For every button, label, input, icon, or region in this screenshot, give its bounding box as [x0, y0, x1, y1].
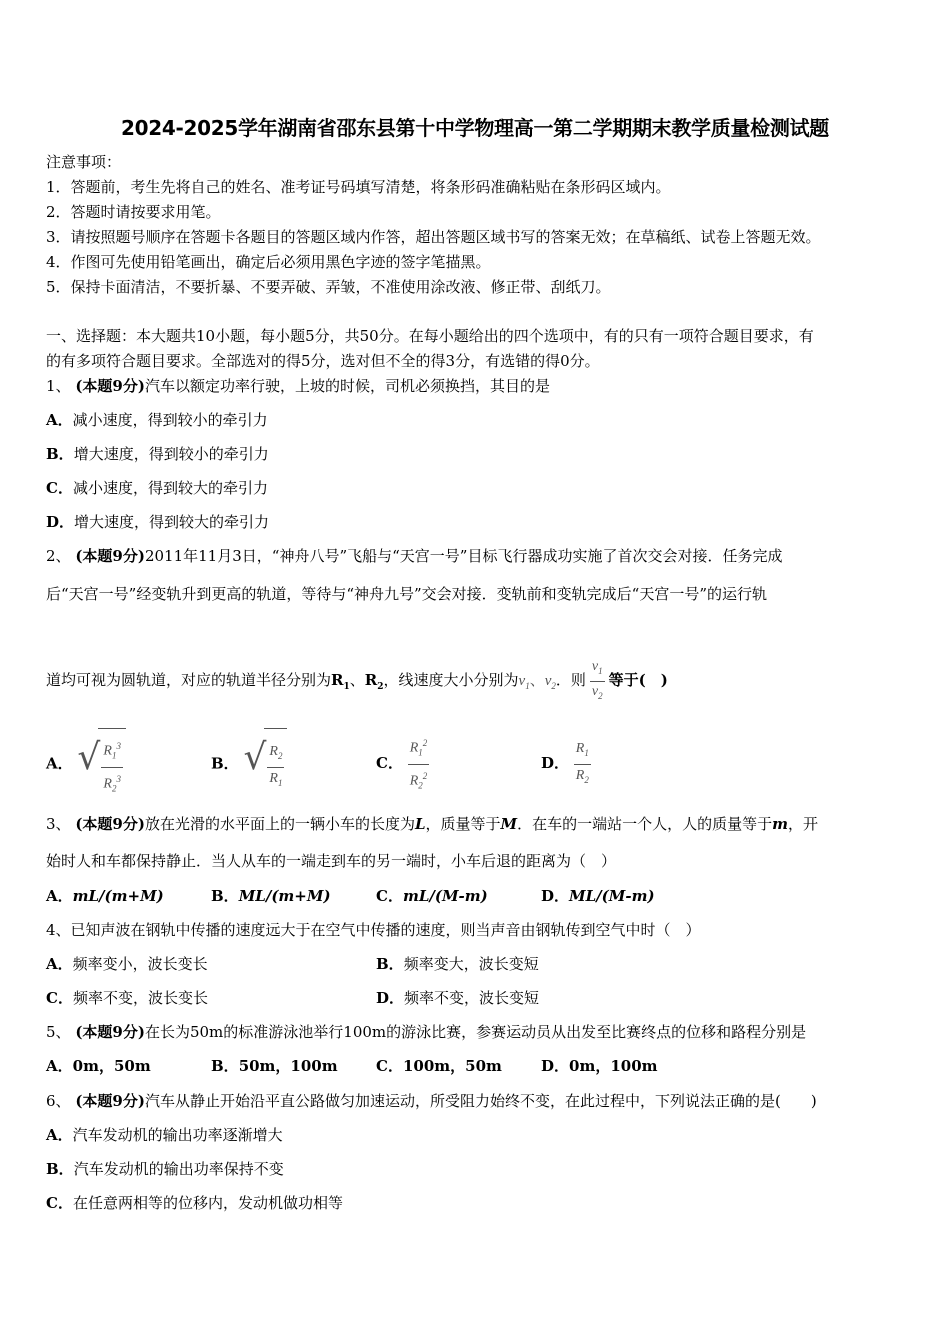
section-intro: 的有多项符合题目要求。全部选对的得5分，选对但不全的得3分，有选错的得0分。 [46, 352, 600, 370]
question-6-option-a[interactable]: A．汽车发动机的输出功率逐渐增大 [46, 1126, 283, 1144]
question-3-option-b[interactable]: B．ML/(m+M) [211, 887, 331, 905]
question-score: (本题9分) [75, 377, 145, 395]
question-6-stem: 6、 (本题9分)汽车从静止开始沿平直公路做匀加速运动，所受阻力始终不变，在此过程中，下列说法正确的是( ) [46, 1092, 817, 1110]
section-intro: 一、选择题：本大题共10小题，每小题5分，共50分。在每小题给出的四个选项中，有的只有一项符合题目要求，有 [46, 327, 814, 345]
question-4-stem: 4、已知声波在钢轨中传播的速度远大于在空气中传播的速度，则当声音由钢轨传到空气中时（ ） [46, 921, 701, 939]
question-2-stem-line: 道均可视为圆轨道，对应的轨道半径分别为$R_1$、$R_2$，线速度大小分别为$v_1$、$v_2$．则 $\frac{v_1}{v_2}$ 等于( ) [46, 648, 668, 712]
question-3-option-c[interactable]: C．mL/(M-m) [376, 887, 488, 905]
question-1-stem [46, 376, 550, 396]
question-5-stem: 5、 (本题9分)在长为50m的标准游泳池举行100m的游泳比赛，参赛运动员从出发至比赛终点的位移和路程分别是 [46, 1023, 807, 1041]
question-2-option-a[interactable]: A． √ $\frac{R_1^3}{R_2^3}$ [46, 728, 126, 801]
question-2-option-b[interactable]: B． √ $\frac{R_2}{R_1}$ [211, 728, 287, 801]
notice-item: 5．保持卡面清洁，不要折暴、不要弄破、弄皱，不准使用涂改液、修正带、刮纸刀。 [46, 278, 611, 296]
question-number: 5、 [46, 1023, 71, 1041]
notice-item: 4．作图可先使用铅笔画出，确定后必须用黑色字迹的签字笔描黑。 [46, 253, 491, 271]
question-3-option-d[interactable]: D．ML/(M-m) [541, 887, 655, 905]
question-6-option-c[interactable]: C．在任意两相等的位移内，发动机做功相等 [46, 1194, 343, 1212]
question-score: (本题9分) [75, 1023, 145, 1041]
question-3-option-a[interactable]: A．mL/(m+M) [46, 887, 164, 905]
question-5-option-a[interactable]: A．0m，50m [46, 1057, 151, 1075]
notice-heading: 注意事项： [46, 153, 122, 171]
question-text: 汽车以额定功率行驶，上坡的时候，司机必须换挡，其目的是 [144, 377, 550, 395]
question-3-stem: 3、 (本题9分)放在光滑的水平面上的一辆小车的长度为L，质量等于M．在车的一端站一个人，人的质量等于m，开 [46, 815, 819, 833]
question-1-option-d[interactable]: D．增大速度，得到较大的牵引力 [46, 513, 270, 531]
question-score: (本题9分) [75, 1092, 145, 1110]
question-4-option-c[interactable]: C．频率不变，波长变长 [46, 989, 208, 1007]
question-4-option-b[interactable]: B．频率变大，波长变短 [376, 955, 539, 973]
notice-item: 1．答题前，考生先将自己的姓名、准考证号码填写清楚，将条形码准确粘贴在条形码区域内。 [46, 178, 671, 196]
notice-item: 2．答题时请按要求用笔。 [46, 203, 221, 221]
question-5-option-d[interactable]: D．0m，100m [541, 1057, 658, 1075]
question-2-option-d[interactable]: D． $\frac{R_1}{R_2}$ [541, 728, 591, 798]
question-3-stem-line: 始时人和车都保持静止．当人从车的一端走到车的另一端时，小车后退的距离为（ ） [46, 852, 617, 870]
question-score: (本题9分) [75, 815, 145, 833]
question-4-option-d[interactable]: D．频率不变，波长变短 [376, 989, 540, 1007]
question-5-option-c[interactable]: C．100m，50m [376, 1057, 502, 1075]
question-number: 1、 [46, 377, 71, 395]
question-6-option-b[interactable]: B．汽车发动机的输出功率保持不变 [46, 1160, 284, 1178]
question-5-option-b[interactable]: B．50m，100m [211, 1057, 338, 1075]
question-number: 4、 [46, 921, 71, 939]
question-1-option-b[interactable]: B．增大速度，得到较小的牵引力 [46, 445, 269, 463]
question-2-stem: 2、 (本题9分)2011年11月3日，“神舟八号”飞船与“天宫一号”目标飞行器成功实施了首次交会对接．任务完成 [46, 547, 783, 565]
question-2-option-c[interactable]: C． $\frac{R_1^2}{R_2^2}$ [376, 728, 429, 798]
question-number: 3、 [46, 815, 71, 833]
question-1-option-c[interactable]: C．减小速度，得到较大的牵引力 [46, 479, 268, 497]
question-4-option-a[interactable]: A．频率变小，波长变长 [46, 955, 208, 973]
question-2-stem-line: 后“天宫一号”经变轨升到更高的轨道，等待与“神舟九号”交会对接．变轨前和变轨完成后“天宫一号”的运行轨 [46, 585, 768, 603]
page-title: 2024-2025学年湖南省邵东县第十中学物理高一第二学期期末教学质量检测试题 [121, 116, 829, 140]
question-number: 6、 [46, 1092, 71, 1110]
notice-item: 3．请按照题号顺序在答题卡各题目的答题区域内作答，超出答题区域书写的答案无效；在草稿纸、试卷上答题无效。 [46, 228, 821, 246]
question-score: (本题9分) [75, 547, 145, 565]
v-ratio-fraction: $\frac{v_1}{v_2}$ [591, 658, 603, 701]
question-1-option-a[interactable]: A．减小速度，得到较小的牵引力 [46, 411, 268, 429]
question-number: 2、 [46, 547, 71, 565]
